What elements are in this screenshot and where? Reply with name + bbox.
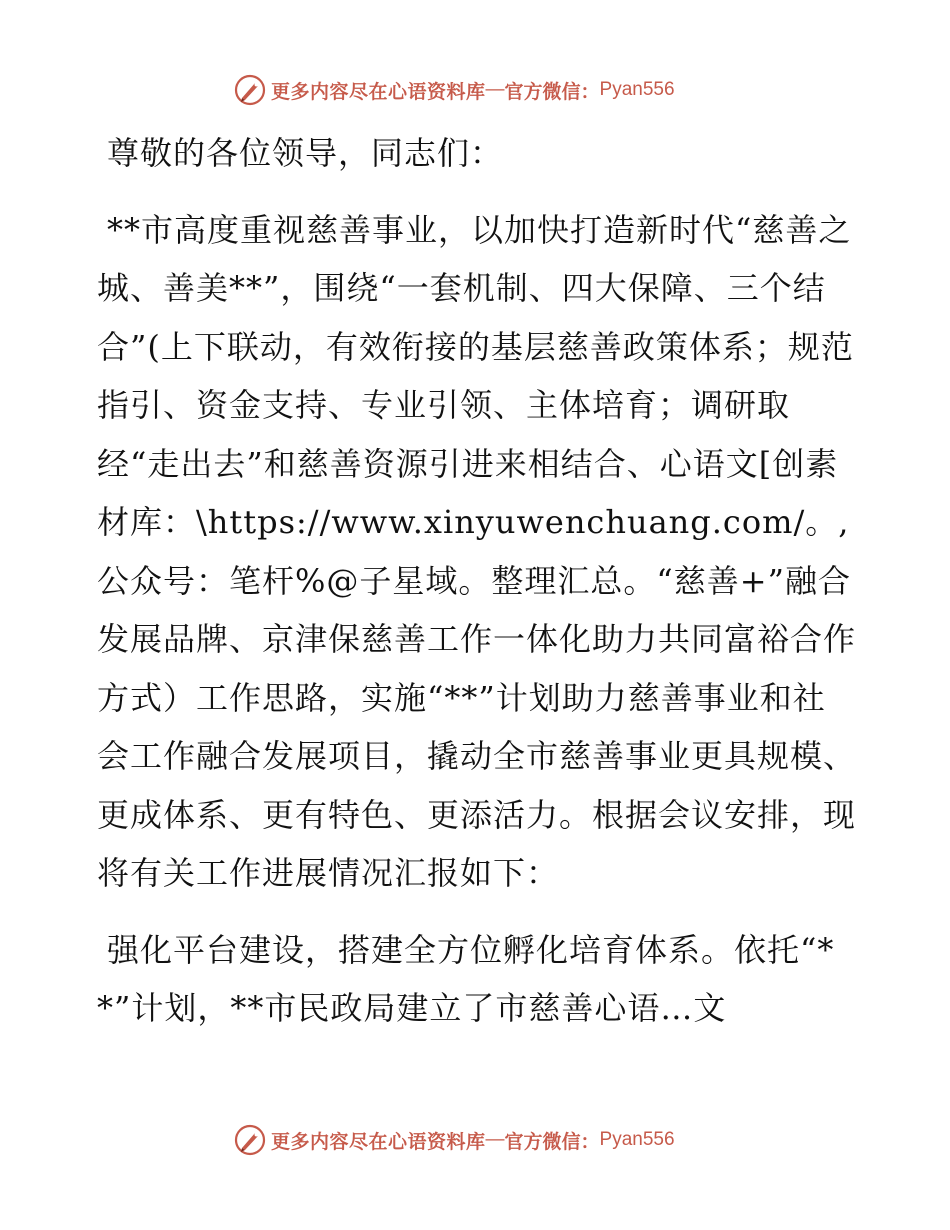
watermark-footer bbox=[233, 1122, 675, 1158]
watermark-label: 官方微信： bbox=[504, 1131, 600, 1153]
watermark-header bbox=[233, 72, 675, 108]
watermark-dash: — bbox=[485, 79, 505, 100]
pen-logo-icon bbox=[233, 1123, 267, 1157]
watermark-brand: 更多内容尽在心语资料库 bbox=[271, 1131, 486, 1153]
watermark-label: 官方微信： bbox=[504, 81, 600, 103]
watermark-id: Pyan556 bbox=[599, 1129, 675, 1150]
paragraph-1: **市高度重视慈善事业，以加快打造新时代“慈善之城、善美**”，围绕“一套机制、四大保障、三个结合”(上下联动，有效衔接的基层慈善政策体系；规范指引、资金支持、专业引领、主体培育；调研取经“走出去”和慈善资源引进来相结合、心语文[创素材库：\https://www.xinyuwenchuang.com/。,公众号：笔杆%@子星域。整理汇总。“慈善+”融合发展品牌、京津保慈善工作一体化助力共同富裕合作方式）工作思路，实施“**”计划助力慈善事业和社会工作融合发展项目，撬动全市慈善事业更具规模、更成体系、更有特色、更添活力。根据会议安排，现将有关工作进展情况汇报如下： bbox=[97, 210, 857, 892]
watermark-id: Pyan556 bbox=[599, 79, 675, 100]
paragraph-2: 强化平台建设，搭建全方位孵化培育体系。依托“**”计划，**市民政局建立了市慈善心语…文 bbox=[97, 930, 835, 1027]
salutation: 尊敬的各位领导，同志们： bbox=[107, 134, 504, 172]
document-body bbox=[97, 124, 857, 1038]
watermark-brand: 更多内容尽在心语资料库 bbox=[271, 81, 486, 103]
watermark-dash: — bbox=[485, 1129, 505, 1150]
pen-logo-icon bbox=[233, 73, 267, 107]
